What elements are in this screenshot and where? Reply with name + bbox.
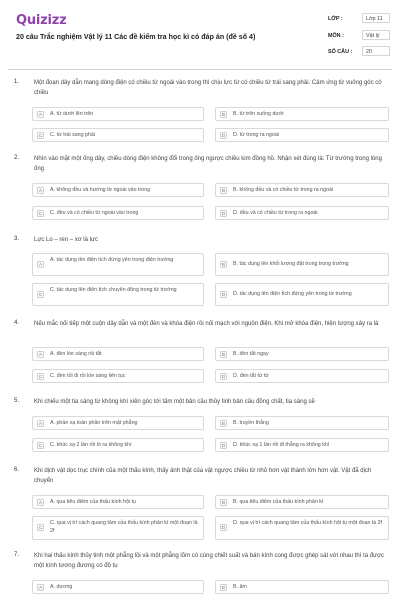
meta-lop-label: LỚP : [328, 16, 343, 22]
meta-socau-label: SỐ CÂU : [328, 49, 353, 55]
option-d[interactable] [215, 128, 389, 142]
option-text: D. qua vị trí cách quang tâm của thấu kính hội tụ một đoạn là 2f [233, 520, 382, 526]
meta-mon-value: Vật lý [362, 30, 390, 40]
option-a[interactable] [32, 253, 204, 276]
option-text: B. âm [233, 584, 247, 590]
page-title: 20 câu Trắc nghiệm Vật lý 11 Các đề kiểm tra học kì có đáp án (đề số 4) [16, 33, 256, 41]
question-number: 5. [14, 398, 20, 404]
meta-socau-value: 20 [362, 46, 390, 56]
question-text: Khi hai thấu kính thủy tinh một phẳng lồi và một phẳng lõm có cùng chiết suất và bán kính cong được ghép sát với nhau thì ta được một kính tương đương có độ tụ [34, 553, 385, 569]
option-text: A. tác dụng lên điện tích đứng yên trong điện trường [50, 257, 174, 263]
meta-socau [328, 46, 388, 58]
option-text: D. từ trong ra ngoài [233, 132, 279, 138]
option-a[interactable] [32, 183, 204, 197]
option-letter: A [38, 188, 43, 193]
option-d[interactable] [215, 438, 389, 452]
option-d[interactable] [215, 516, 389, 540]
option-letter: D [221, 525, 226, 530]
option-a[interactable] [32, 107, 204, 121]
option-text: A. phản xạ toàn phần trên mặt phẳng [50, 420, 138, 426]
question-text: Một đoạn dây dẫn mang dòng điện có chiều từ ngoài vào trong thì chịu lực từ có chiều từ trái sang phải. Cảm ứng từ vuông góc có chiều [34, 80, 382, 96]
option-text: C. đều và có chiều từ ngoài vào trong [50, 210, 139, 216]
header-divider [8, 69, 392, 70]
question-text: Nếu mắc nối tiếp một cuộn dây dẫn và một đèn và khóa điện rồi nối mạch với nguồn điện. Khi mở khóa điện, hiện tượng xảy ra là [34, 321, 379, 327]
option-letter: C [38, 292, 43, 297]
option-text: C. đèn tối đi rồi lóe sáng liên tục [50, 373, 126, 379]
option-text: A. đèn lóe sáng rồi tắt [50, 351, 102, 357]
option-b[interactable] [215, 495, 389, 509]
option-text: D. đều và có chiều từ trong ra ngoài [233, 210, 318, 216]
option-c[interactable] [32, 128, 204, 142]
option-text: C. tác dụng lên điện tích chuyển động trong từ trường [50, 287, 177, 293]
option-letter: A [38, 421, 43, 426]
option-text: A. dương [50, 584, 73, 590]
option-letter: D [221, 211, 226, 216]
option-b[interactable] [215, 580, 389, 594]
option-letter: B [221, 500, 226, 505]
option-a[interactable] [32, 495, 204, 509]
meta-mon-label: MÔN : [328, 33, 344, 39]
option-letter: A [38, 585, 43, 590]
question-number: 4. [14, 320, 20, 326]
option-b[interactable] [215, 183, 389, 197]
option-c[interactable] [32, 369, 204, 383]
option-c[interactable] [32, 283, 204, 306]
option-letter: C [38, 211, 43, 216]
option-letter: B [221, 585, 226, 590]
brand-logo: Quizizz [16, 13, 67, 28]
option-text: A. từ dưới lên trên [50, 111, 94, 117]
option-letter: A [38, 500, 43, 505]
option-b[interactable] [215, 107, 389, 121]
option-letter: C [38, 443, 43, 448]
option-text: B. qua tiêu điểm của thấu kính phân kì [233, 499, 324, 505]
question-text: Khi chiếu một tia sáng từ không khí xiên góc tới tấm một bản cầu thủy tinh bản cầu đồng chất, tia sáng sẽ [34, 399, 315, 405]
option-text: D. tác dụng lên điện tích đứng yên trong từ trường [233, 291, 352, 297]
question-number: 6. [14, 467, 20, 473]
option-text: B. không đều và có chiều từ trong ra ngoài [233, 187, 334, 193]
option-text: C. từ trái sang phải [50, 132, 96, 138]
option-letter: D [221, 292, 226, 297]
option-text: C. qua vị trí cách quang tâm của thấu kính phân kì một đoạn là 2f [50, 520, 198, 534]
option-a[interactable] [32, 347, 204, 361]
option-b[interactable] [215, 347, 389, 361]
option-a[interactable] [32, 416, 204, 430]
option-c[interactable] [32, 206, 204, 220]
option-letter: A [38, 352, 43, 357]
question-text: Lực Lo – ren – xơ là lực [34, 237, 98, 243]
option-letter: B [221, 262, 226, 267]
option-letter: B [221, 188, 226, 193]
option-text: C. khúc xạ 2 lần rồi ló ra không khí [50, 442, 132, 448]
meta-lop [328, 13, 388, 25]
option-text: B. tác dụng lên khối lượng đặt trong trọng trường [233, 261, 349, 267]
option-letter: C [38, 133, 43, 138]
option-text: D. đèn tắt từ từ [233, 373, 269, 379]
option-text: B. từ trên xuống dưới [233, 111, 284, 117]
option-text: A. không đều và hướng từ ngoài vào trong [50, 187, 151, 193]
meta-lop-value: Lớp 11 [362, 13, 390, 23]
question-text: Nhìn vào mặt một ống dây, chiều dòng điện không đổi trong ống ngược chiều kim đồng hồ. Nhận xét đúng là: Từ trường trong lòng ống [34, 156, 382, 172]
question-text: Khi dịch vật dọc trục chính của một thấu kính, thấy ảnh thật của vật ngược chiều từ nhỏ hơn vật thành lớn hơn vật. Vật đã dịch chuyển [34, 468, 372, 484]
option-letter: B [221, 421, 226, 426]
option-d[interactable] [215, 283, 389, 306]
option-b[interactable] [215, 253, 389, 276]
option-letter: B [221, 112, 226, 117]
option-text: D. khúc xạ 1 lần rồi đi thẳng ra không khí [233, 442, 330, 448]
option-letter: C [38, 374, 43, 379]
option-letter: D [221, 374, 226, 379]
option-letter: C [38, 525, 43, 530]
question-number: 1. [14, 79, 20, 85]
option-c[interactable] [32, 438, 204, 452]
option-letter: D [221, 133, 226, 138]
question-number: 3. [14, 236, 20, 242]
option-d[interactable] [215, 369, 389, 383]
option-text: B. truyền thẳng [233, 420, 269, 426]
option-letter: A [38, 112, 43, 117]
option-letter: A [38, 262, 43, 267]
option-b[interactable] [215, 416, 389, 430]
option-d[interactable] [215, 206, 389, 220]
question-number: 7. [14, 552, 20, 558]
option-text: B. đèn tắt ngay [233, 351, 269, 357]
meta-mon [328, 30, 388, 42]
option-c[interactable] [32, 516, 204, 540]
question-number: 2. [14, 155, 20, 161]
option-letter: B [221, 352, 226, 357]
option-a[interactable] [32, 580, 204, 594]
option-text: A. qua tiêu điểm của thấu kính hội tụ [50, 499, 136, 505]
option-letter: D [221, 443, 226, 448]
worksheet-header [0, 0, 400, 66]
